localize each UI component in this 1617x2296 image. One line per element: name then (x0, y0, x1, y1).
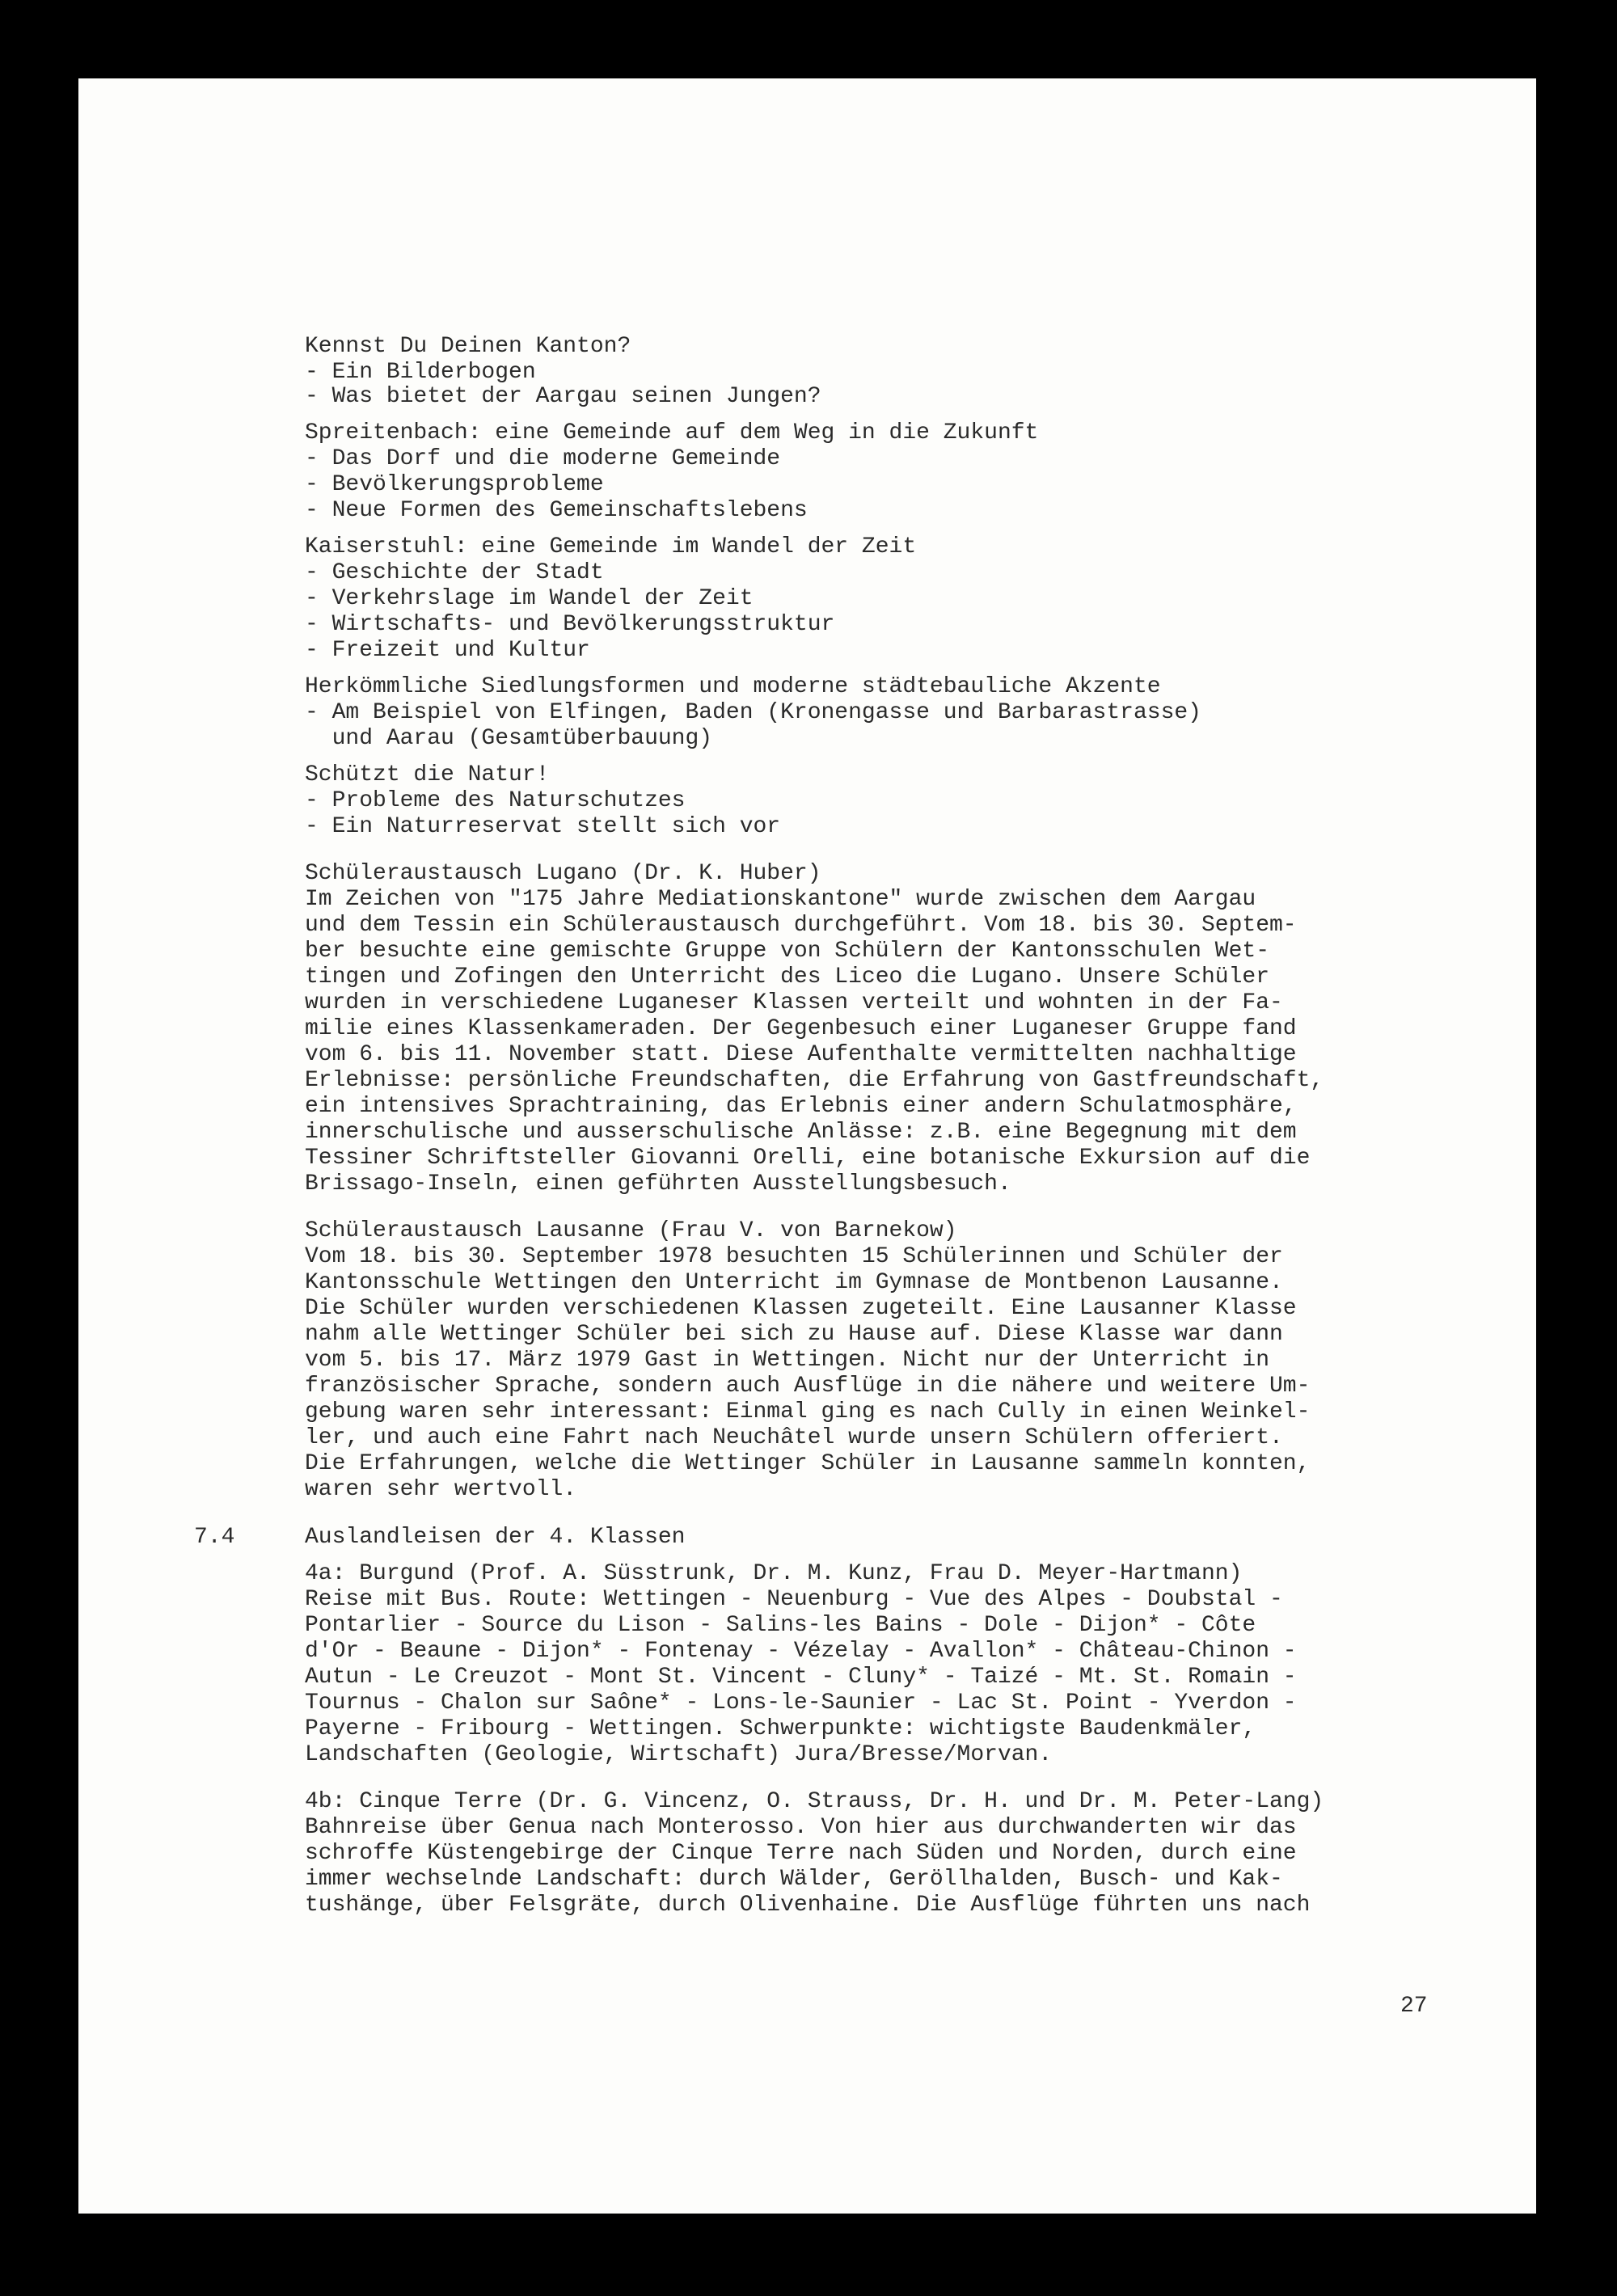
text-line: milie eines Klassenkameraden. Der Gegenbesuch einer Luganeser Gruppe fand (305, 1016, 1297, 1041)
text-line: - Verkehrslage im Wandel der Zeit (305, 586, 754, 611)
text-line: innerschulische und ausserschulische Anlässe: z.B. eine Begegnung mit dem (305, 1120, 1297, 1145)
text-line: Brissago-Inseln, einen geführten Ausstellungsbesuch. (305, 1171, 1011, 1197)
text-line: Erlebnisse: persönliche Freundschaften, die Erfahrung von Gastfreundschaft, (305, 1068, 1324, 1093)
text-line: - Das Dorf und die moderne Gemeinde (305, 446, 781, 471)
text-line: ber besuchte eine gemischte Gruppe von Schülern der Kantonsschulen Wet- (305, 939, 1269, 964)
text-line: Schützt die Natur! (305, 762, 550, 787)
page-number: 27 (1400, 1994, 1428, 2019)
text-line: - Was bietet der Aargau seinen Jungen? (305, 384, 821, 409)
text-line: ein intensives Sprachtraining, das Erlebnis einer andern Schulatmosphäre, (305, 1094, 1297, 1119)
text-line: Auslandleisen der 4. Klassen (305, 1525, 686, 1550)
text-line: - Am Beispiel von Elfingen, Baden (Kronengasse und Barbarastrasse) (305, 700, 1201, 725)
text-line: - Ein Bilderbogen (305, 360, 536, 385)
text-line: französischer Sprache, sondern auch Ausflüge in die nähere und weitere Um- (305, 1374, 1311, 1399)
text-line: Tournus - Chalon sur Saône* - Lons-le-Saunier - Lac St. Point - Yverdon - (305, 1690, 1297, 1716)
text-line: Payerne - Fribourg - Wettingen. Schwerpunkte: wichtigste Baudenkmäler, (305, 1716, 1256, 1741)
text-line: waren sehr wertvoll. (305, 1477, 577, 1502)
text-line: wurden in verschiedene Luganeser Klassen verteilt und wohnten in der Fa- (305, 990, 1283, 1015)
text-line: 4a: Burgund (Prof. A. Süsstrunk, Dr. M. Kunz, Frau D. Meyer-Hartmann) (305, 1561, 1243, 1586)
text-line: Autun - Le Creuzot - Mont St. Vincent - Cluny* - Taizé - Mt. St. Romain - (305, 1665, 1297, 1690)
text-line: tushänge, über Felsgräte, durch Olivenhaine. Die Ausflüge führten uns nach (305, 1893, 1311, 1918)
document-page (78, 78, 1536, 2214)
text-line: nahm alle Wettinger Schüler bei sich zu Hause auf. Diese Klasse war dann (305, 1322, 1283, 1347)
text-line: vom 6. bis 11. November statt. Diese Aufenthalte vermittelten nachhaltige (305, 1042, 1297, 1067)
text-line: Die Erfahrungen, welche die Wettinger Schüler in Lausanne sammeln konnten, (305, 1451, 1311, 1476)
text-line: Bahnreise über Genua nach Monterosso. Von hier aus durchwanderten wir das (305, 1815, 1297, 1840)
text-line: - Geschichte der Stadt (305, 560, 604, 585)
text-line: vom 5. bis 17. März 1979 Gast in Wettingen. Nicht nur der Unterricht in (305, 1348, 1269, 1373)
text-line: schroffe Küstengebirge der Cinque Terre nach Süden und Norden, durch eine (305, 1841, 1297, 1866)
document-body (78, 78, 1536, 2214)
text-line: und Aarau (Gesamtüberbauung) (305, 726, 713, 751)
text-line: d'Or - Beaune - Dijon* - Fontenay - Vézelay - Avallon* - Château-Chinon - (305, 1639, 1297, 1664)
text-line: - Probleme des Naturschutzes (305, 788, 686, 813)
text-line: - Freizeit und Kultur (305, 638, 590, 663)
text-line: ler, und auch eine Fahrt nach Neuchâtel wurde unsern Schülern offeriert. (305, 1425, 1283, 1450)
text-line: - Wirtschafts- und Bevölkerungsstruktur (305, 612, 835, 637)
text-line: Schüleraustausch Lugano (Dr. K. Huber) (305, 861, 821, 886)
text-line: Pontarlier - Source du Lison - Salins-les Bains - Dole - Dijon* - Côte (305, 1613, 1256, 1638)
text-line: Im Zeichen von "175 Jahre Mediationskantone" wurde zwischen dem Aargau (305, 887, 1256, 912)
text-line: gebung waren sehr interessant: Einmal ging es nach Cully in einen Weinkel- (305, 1399, 1311, 1424)
text-line: - Neue Formen des Gemeinschaftslebens (305, 498, 808, 523)
text-line: - Bevölkerungsprobleme (305, 472, 604, 497)
text-line: Herkömmliche Siedlungsformen und moderne städtebauliche Akzente (305, 674, 1161, 699)
text-line: Landschaften (Geologie, Wirtschaft) Jura/Bresse/Morvan. (305, 1742, 1053, 1767)
text-line: Spreitenbach: eine Gemeinde auf dem Weg in die Zukunft (305, 420, 1039, 445)
text-line: immer wechselnde Landschaft: durch Wälder, Geröllhalden, Busch- und Kak- (305, 1867, 1283, 1892)
text-line: Die Schüler wurden verschiedenen Klassen zugeteilt. Eine Lausanner Klasse (305, 1296, 1297, 1321)
text-line: Vom 18. bis 30. September 1978 besuchten 15 Schülerinnen und Schüler der (305, 1244, 1283, 1269)
text-line: Schüleraustausch Lausanne (Frau V. von Barnekow) (305, 1218, 957, 1243)
section-number: 7.4 (194, 1525, 235, 1550)
text-line: und dem Tessin ein Schüleraustausch durchgeführt. Vom 18. bis 30. Septem- (305, 913, 1297, 938)
text-line: Kennst Du Deinen Kanton? (305, 334, 631, 359)
text-line: - Ein Naturreservat stellt sich vor (305, 814, 781, 839)
text-line: Kantonsschule Wettingen den Unterricht im Gymnase de Montbenon Lausanne. (305, 1270, 1283, 1295)
text-line: Kaiserstuhl: eine Gemeinde im Wandel der Zeit (305, 534, 917, 559)
text-line: Reise mit Bus. Route: Wettingen - Neuenburg - Vue des Alpes - Doubstal - (305, 1587, 1283, 1612)
text-line: tingen und Zofingen den Unterricht des Liceo die Lugano. Unsere Schüler (305, 964, 1269, 990)
text-line: Tessiner Schriftsteller Giovanni Orelli, eine botanische Exkursion auf die (305, 1146, 1311, 1171)
text-line: 4b: Cinque Terre (Dr. G. Vincenz, O. Strauss, Dr. H. und Dr. M. Peter-Lang) (305, 1789, 1324, 1814)
